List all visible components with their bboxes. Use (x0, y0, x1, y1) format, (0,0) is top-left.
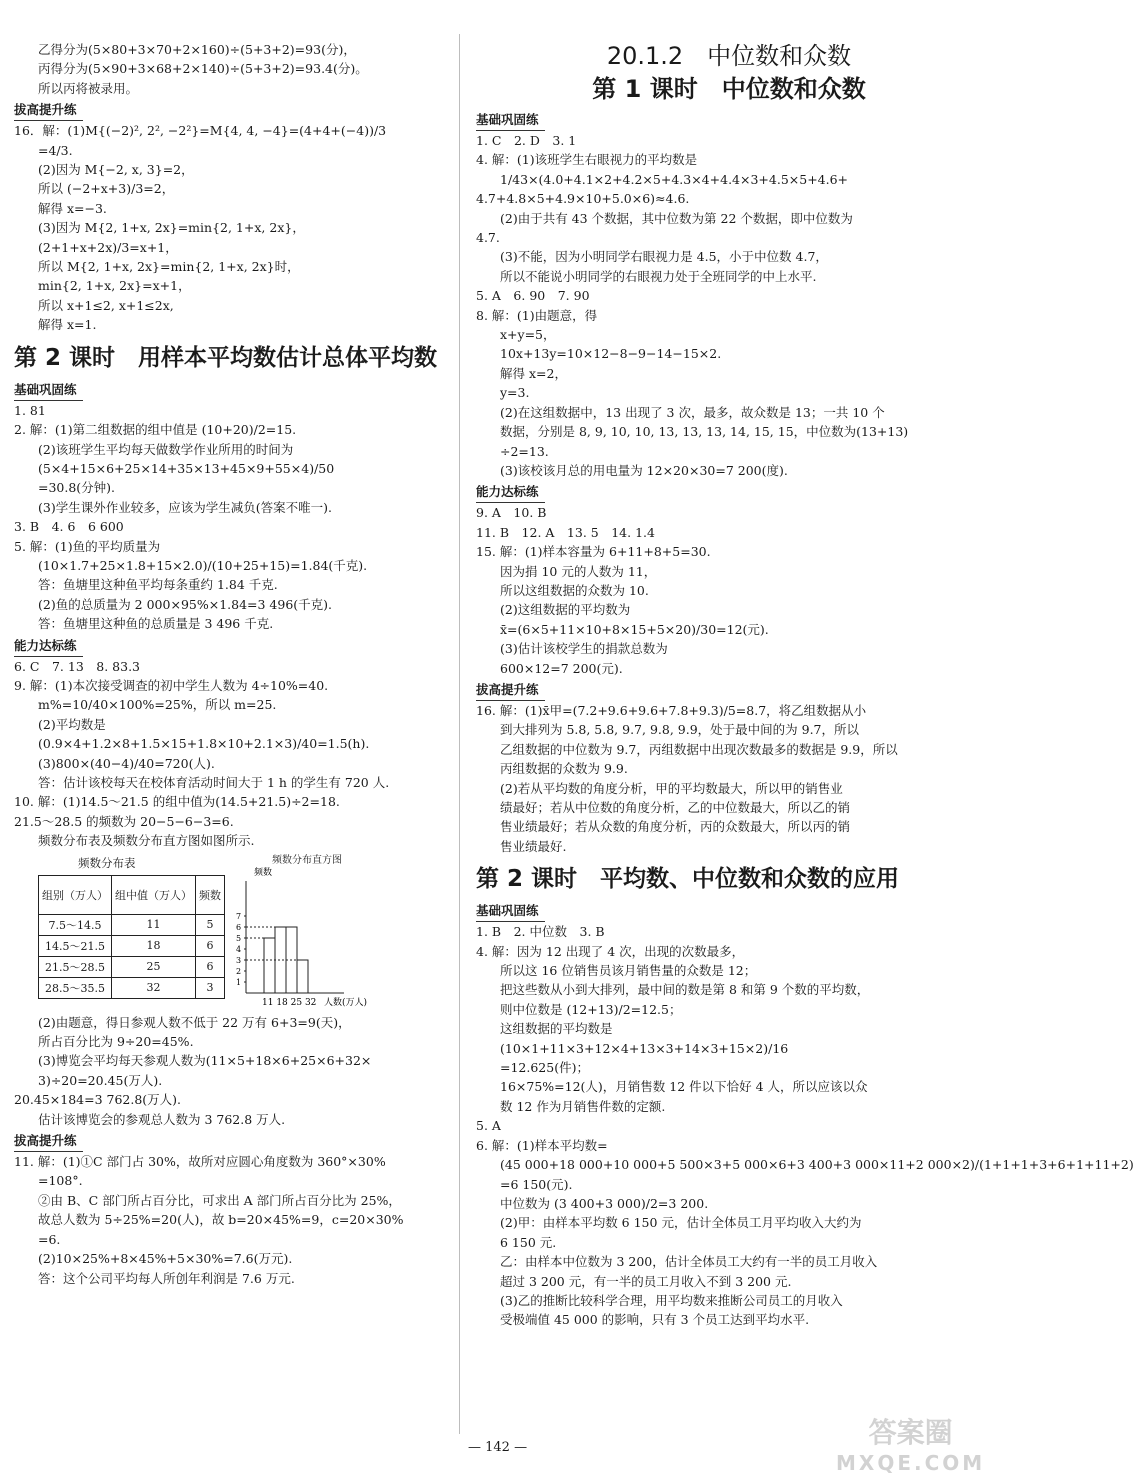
answer-line: 1. 81 (14, 402, 46, 418)
hist-y-tick: 6 (236, 922, 242, 932)
answer-line: 4. 解：因为 12 出现了 4 次，出现的次数最多， (476, 943, 745, 959)
answer-line: 解得 x=2， (500, 365, 567, 381)
question-16 (14, 121, 446, 334)
answer-line: (2)10×25%+8×45%+5×30%=7.6(万元). (38, 1251, 293, 1267)
answer-line: (5×4+15×6+25×14+35×13+45×9+55×4)/50 (38, 460, 335, 476)
answer-line: (3)该校该月总的用电量为 12×20×30=7 200(度). (500, 462, 788, 478)
section-header: 基础巩固练 (14, 380, 83, 401)
answer-line: 受极端值 45 000 的影响，只有 3 个员工达到平均水平. (500, 1312, 810, 1328)
answer-line: (2)在这组数据中，13 出现了 3 次，最多，故众数是 13；一共 10 个 (500, 404, 885, 420)
table-cell: 6 (196, 956, 225, 977)
answer-line: 21.5～28.5 的频数为 20−5−6−3=6. (14, 813, 234, 829)
answer-line: 所占百分比为 9÷20=45%. (38, 1034, 194, 1050)
answer-line: 15. 解：(1)样本容量为 6+11+8+5=30. (476, 544, 711, 560)
answer-line: 1. C 2. D 3. 1 (476, 133, 577, 148)
hist-y-tick: 4 (236, 944, 242, 954)
answer-line: 16. 解：(1)x̄甲=(7.2+9.6+9.6+7.8+9.3)/5=8.7，将乙组数据从小 (476, 702, 867, 718)
watermark-logo (836, 1418, 985, 1478)
basic-answers-2 (476, 922, 1134, 1330)
answer-line: 8. 解：(1)由题意，得 (476, 307, 598, 323)
answer-line: 故总人数为 5÷25%=20(人)，故 b=20×45%=9，c=20×30% (38, 1212, 404, 1228)
answer-line: 答：鱼塘里这种鱼的总质量是 3 496 千克. (38, 616, 274, 632)
answer-line: 4.7. (476, 230, 500, 246)
left-column (14, 40, 446, 1288)
answer-line: 所以这组数据的众数为 10. (500, 582, 649, 598)
answer-line: (3)800×(40−4)/40=720(人). (38, 755, 215, 771)
table-cell: 11 (112, 914, 196, 935)
table-cell: 6 (196, 935, 225, 956)
answer-line: 16．解：(1)M{(−2)², 2², −2²}=M{4, 4, −4}=(4+4+(−4))/3 (14, 123, 387, 139)
answer-line: (10×1+11×3+12×4+13×3+14×3+15×2)/16 (500, 1040, 789, 1056)
answer-line: (2)因为 M{−2, x, 3}=2， (38, 162, 194, 178)
lesson-title: 第 2 课时 用样本平均数估计总体平均数 (14, 344, 438, 371)
answer-line: 售业绩最好；若从众数的角度分析，丙的众数最大，所以丙的销 (500, 819, 851, 835)
table-header-cell: 频数 (196, 875, 225, 914)
answer-line: 频数分布表及频数分布直方图如图所示. (38, 833, 255, 849)
answer-line: 这组数据的平均数是 (500, 1021, 613, 1037)
answer-line: ②由 B、C 部门所占百分比，可求出 A 部门所占百分比为 25%， (38, 1192, 401, 1208)
answer-line: (3)不能，因为小明同学右眼视力是 4.5，小于中位数 4.7， (500, 249, 828, 265)
chapter-heading: 20.1.2 中位数和众数 (606, 42, 852, 70)
answer-line: =4/3. (38, 142, 73, 158)
answer-line: =6 150(元). (500, 1176, 573, 1192)
answer-line: 10. 解：(1)14.5～21.5 的组中值为(14.5+21.5)÷2=18. (14, 794, 340, 810)
answer-line: (2)甲：由样本平均数 6 150 元，估计全体员工月平均收入大约为 (500, 1215, 862, 1231)
answer-line: 因为捐 10 元的人数为 11， (500, 563, 657, 579)
hist-y-tick: 7 (236, 911, 242, 921)
section-header: 拔高提升练 (14, 1131, 83, 1152)
table-row (39, 977, 225, 998)
answer-line: 到大排列为 5.8, 5.8, 9.7, 9.8, 9.9，处于最中间的为 9.7，所以 (500, 722, 860, 738)
answer-line: 9. A 10. B (476, 505, 547, 521)
answer-line: 所以这 16 位销售员该月销售量的众数是 12； (500, 963, 757, 979)
answer-line: (3)因为 M{2, 1+x, 2x}=min{2, 1+x, 2x}， (38, 220, 305, 236)
answer-line: 2. 解：(1)第二组数据的组中值是 (10+20)/2=15. (14, 422, 297, 438)
answer-line: 绩最好；若从中位数的角度分析，乙的中位数最大，所以乙的销 (500, 800, 851, 815)
hist-y-label: 频数 (254, 867, 273, 878)
answer-line: 10x+13y=10×12−8−9−14−15×2. (500, 346, 722, 362)
table-cell: 18 (112, 935, 196, 956)
answer-line: (0.9×4+1.2×8+1.5×15+1.8×10+2.1×3)/40=1.5(h). (38, 736, 370, 752)
watermark-text: 答案圈 (868, 1416, 953, 1449)
section-header: 拔高提升练 (14, 100, 83, 121)
answer-line: min{2, 1+x, 2x}=x+1， (38, 278, 191, 294)
advance-answers (476, 701, 982, 856)
table-caption: 频数分布表 (78, 855, 136, 870)
hist-x-label: 人数(万人) (324, 997, 368, 1008)
answer-line: 5. A (476, 1118, 501, 1134)
answer-line: 数据，分别是 8, 9, 10, 10, 13, 13, 13, 14, 15, 15，中位数为(13+13) (500, 424, 909, 440)
section-header: 能力达标练 (14, 636, 83, 657)
hist-y-tick: 2 (236, 966, 242, 976)
answer-line: (2)平均数是 (38, 716, 106, 732)
answer-line: 16×75%=12(人)，月销售数 12 件以下恰好 4 人，所以应该以众 (500, 1079, 868, 1095)
answer-line: (2)由题意，得日参观人数不低于 22 万有 6+3=9(天)， (38, 1014, 351, 1030)
watermark-url: MXQE.COM (836, 1451, 986, 1475)
hist-bar-18 (275, 927, 286, 993)
answer-line: (2)若从平均数的角度分析，甲的平均数最大，所以甲的销售业 (500, 780, 843, 796)
answer-line: 所以 M{2, 1+x, 2x}=min{2, 1+x, 2x}时， (38, 259, 300, 275)
answer-line: 3)÷20=20.45(万人). (38, 1072, 163, 1088)
answer-line: 乙：由样本中位数为 3 200，估计全体员工大约有一半的员工月收入 (500, 1254, 878, 1270)
frequency-table (38, 875, 225, 999)
answer-line: 3. B 4. 6 6 600 (14, 519, 124, 535)
answer-line: (3)估计该校学生的捐款总数为 (500, 641, 668, 657)
answer-line: m%=10/40×100%=25%，所以 m=25. (38, 697, 277, 713)
answer-line: 所以 x+1≤2, x+1≤2x, (38, 297, 174, 313)
ability-answers (14, 657, 446, 851)
answer-line: 解得 x=1. (38, 317, 97, 333)
answer-line: 答：鱼塘里这种鱼平均每条重约 1.84 千克. (38, 577, 278, 593)
answer-line: 丙得分为(5×90+3×68+2×140)÷(5+3+2)=93.4(分)。 (38, 61, 368, 77)
answer-line: 则中位数是 (12+13)/2=12.5； (500, 1001, 682, 1017)
answer-line: 解得 x=−3. (38, 200, 107, 216)
right-column (476, 40, 1134, 1330)
frequency-histogram (224, 861, 434, 1011)
answer-line: 20.45×184=3 762.8(万人). (14, 1092, 182, 1108)
column-divider (459, 34, 460, 1434)
table-row (39, 956, 225, 977)
section-header: 拔高提升练 (476, 680, 545, 701)
answer-line: 售业绩最好. (500, 838, 567, 854)
answer-line: 所以丙将被录用。 (38, 80, 139, 96)
table-row (39, 914, 225, 935)
hist-x-ticks: 11 18 25 32 (262, 997, 317, 1008)
answer-line: 估计该博览会的参观总人数为 3 762.8 万人. (38, 1111, 286, 1127)
carryover-answer (14, 40, 446, 98)
answer-line: 答：估计该校每天在校体育活动时间大于 1 h 的学生有 720 人. (38, 775, 390, 790)
answer-line: 6 150 元. (500, 1234, 557, 1250)
answer-line: =12.625(件)； (500, 1060, 589, 1076)
hist-bar-11 (264, 938, 275, 993)
answer-line: (2)由于共有 43 个数据，其中位数为第 22 个数据，即中位数为 (500, 210, 853, 226)
hist-y-tick: 3 (236, 955, 242, 965)
answer-line: 6. 解：(1)样本平均数= (476, 1137, 608, 1153)
answer-line: 6. C 7. 13 8. 83.3 (14, 658, 141, 674)
lesson-title: 第 2 课时 平均数、中位数和众数的应用 (476, 866, 900, 893)
table-row (39, 935, 225, 956)
answer-line: 数 12 作为月销售件数的定额. (500, 1098, 666, 1114)
answer-line: 所以 (−2+x+3)/3=2， (38, 181, 175, 197)
section-header: 能力达标练 (476, 482, 545, 503)
answer-line: 4.7+4.8×5+4.9×10+5.0×6)≈4.6. (476, 191, 690, 207)
answer-line: 1. B 2. 中位数 3. B (476, 924, 605, 940)
answer-line: =30.8(分钟). (38, 480, 116, 496)
answer-line: (3)乙的推断比较科学合理，用平均数来推断公司员工的月收入 (500, 1292, 843, 1308)
answer-line: 600×12=7 200(元). (500, 660, 623, 676)
answer-line: x+y=5， (500, 327, 556, 343)
frequency-figure (14, 851, 446, 1013)
answer-line: (2)鱼的总质量为 2 000×95%×1.84=3 496(千克). (38, 596, 333, 612)
hist-bar-32 (297, 960, 308, 993)
lesson-title: 第 1 课时 中位数和众数 (592, 75, 866, 103)
basic-answers (14, 401, 446, 634)
section-header: 基础巩固练 (476, 901, 545, 922)
answer-line: 超过 3 200 元，有一半的员工月收入不到 3 200 元. (500, 1273, 792, 1289)
answer-line: x̄=(6×5+11×10+8×15+5×20)/30=12(元). (500, 621, 769, 637)
answer-line: =108°. (38, 1173, 83, 1189)
table-cell: 7.5～14.5 (39, 914, 112, 935)
figure-followup (14, 1013, 446, 1129)
section-header: 基础巩固练 (476, 110, 545, 131)
answer-line: 11. 解：(1)①C 部门占 30%，故所对应圆心角度数为 360°×30% (14, 1154, 386, 1170)
answer-line: 1/43×(4.0+4.1×2+4.2×5+4.3×4+4.4×3+4.5×5+4.6+ (500, 171, 849, 187)
answer-line: (45 000+18 000+10 000+5 500×3+5 000×6+3 400+3 000×11+2 000×2)/(1+1+1+3+6+1+11+2) (500, 1157, 1134, 1173)
advance-answers (14, 1152, 446, 1288)
answer-line: (2)该班学生平均每天做数学作业所用的时间为 (38, 441, 294, 457)
table-cell: 14.5～21.5 (39, 935, 112, 956)
table-cell: 5 (196, 914, 225, 935)
table-header-cell: 组中值（万人） (112, 875, 196, 914)
answer-line: 中位数为 (3 400+3 000)/2=3 200. (500, 1195, 709, 1211)
page-number: — 142 — (468, 1440, 528, 1455)
answer-line: (3)学生课外作业较多，应该为学生减负(答案不唯一). (38, 499, 332, 515)
answer-line: (2)这组数据的平均数为 (500, 602, 631, 618)
table-header-cell: 组别（万人） (39, 875, 112, 914)
answer-line: 所以不能说小明同学的右眼视力处于全班同学的中上水平. (500, 268, 817, 284)
basic-answers (476, 131, 982, 480)
answer-line: 11. B 12. A 13. 5 14. 1.4 (476, 524, 655, 540)
hist-y-tick: 1 (236, 977, 242, 987)
answer-line: 答：这个公司平均每人所创年利润是 7.6 万元. (38, 1270, 295, 1286)
answer-line: (3)博览会平均每天参观人数为(11×5+18×6+25×6+32× (38, 1053, 372, 1069)
table-cell: 25 (112, 956, 196, 977)
answer-line: y=3. (500, 385, 530, 401)
answer-line: 乙组数据的中位数为 9.7，丙组数据中出现次数最多的数据是 9.9，所以 (500, 741, 898, 757)
answer-line: 9. 解：(1)本次接受调查的初中学生人数为 4÷10%=40. (14, 677, 329, 693)
answer-line: ÷2=13. (500, 443, 549, 459)
table-cell: 21.5～28.5 (39, 956, 112, 977)
answer-line: 5. 解：(1)鱼的平均质量为 (14, 538, 161, 554)
answer-line: (2+1+x+2x)/3=x+1， (38, 239, 178, 255)
answer-line: 丙组数据的众数为 9.9. (500, 761, 628, 777)
hist-y-tick: 5 (236, 933, 242, 943)
answer-line: 把这些数从小到大排列，最中间的数是第 8 和第 9 个数的平均数， (500, 982, 870, 998)
answer-line: 乙得分为(5×80+3×70+2×160)÷(5+3+2)=93(分)， (38, 42, 356, 57)
histogram-caption: 频数分布直方图 (272, 854, 342, 866)
answer-line: 4. 解：(1)该班学生右眼视力的平均数是 (476, 152, 698, 168)
table-cell: 28.5～35.5 (39, 977, 112, 998)
ability-answers (476, 503, 982, 678)
answer-line: (10×1.7+25×1.8+15×2.0)/(10+25+15)=1.84(千克). (38, 557, 368, 573)
answer-line: 5. A 6. 90 7. 90 (476, 288, 590, 304)
table-cell: 3 (196, 977, 225, 998)
answer-line: =6. (38, 1231, 61, 1247)
table-cell: 32 (112, 977, 196, 998)
